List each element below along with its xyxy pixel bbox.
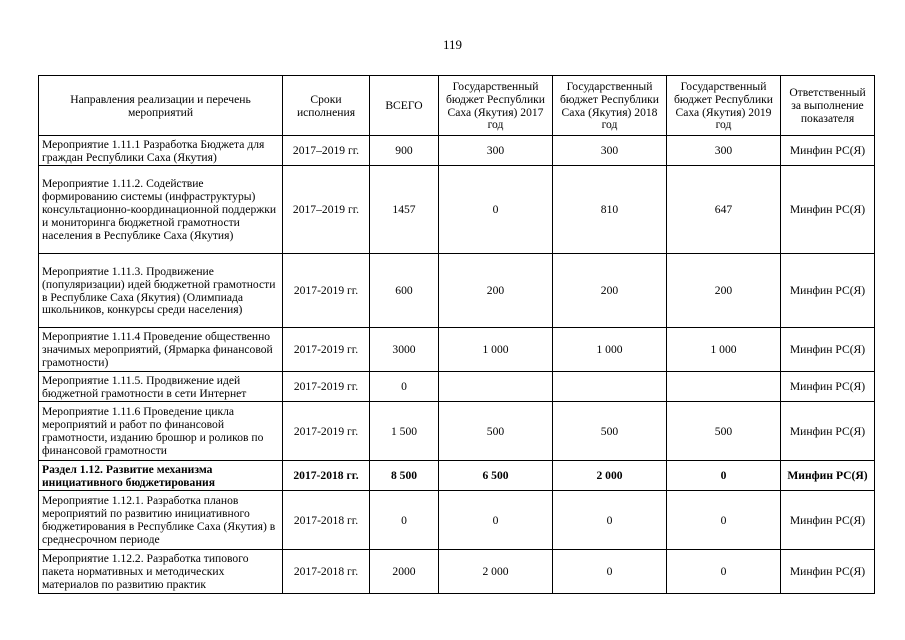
- cell-responsible: Минфин РС(Я): [781, 166, 875, 254]
- table-row: [39, 550, 875, 594]
- table-row: [39, 136, 875, 166]
- cell-activity: Мероприятие 1.11.5. Продвижение идей бюджетной грамотности в сети Интернет: [39, 372, 283, 402]
- table-row: [39, 491, 875, 550]
- cell-budget-2019: 300: [667, 136, 781, 166]
- cell-responsible: Минфин РС(Я): [781, 328, 875, 372]
- header-total: ВСЕГО: [370, 76, 439, 136]
- cell-activity: Мероприятие 1.12.2. Разработка типового пакета нормативных и методических материалов по развитию практик: [39, 550, 283, 594]
- cell-period: 2017–2019 гг.: [283, 136, 370, 166]
- cell-activity: Мероприятие 1.11.1 Разработка Бюджета для граждан Республики Саха (Якутия): [39, 136, 283, 166]
- cell-responsible: Минфин РС(Я): [781, 402, 875, 461]
- cell-total: 0: [370, 372, 439, 402]
- cell-total: 2000: [370, 550, 439, 594]
- cell-total: 900: [370, 136, 439, 166]
- header-budget-2017: Государственный бюджет Республики Саха (Якутия) 2017 год: [439, 76, 553, 136]
- cell-responsible: Минфин РС(Я): [781, 550, 875, 594]
- cell-budget-2018: 200: [553, 254, 667, 328]
- cell-total: 600: [370, 254, 439, 328]
- cell-budget-2017: 500: [439, 402, 553, 461]
- cell-budget-2018: [553, 372, 667, 402]
- cell-budget-2017: 6 500: [439, 461, 553, 491]
- cell-period: 2017-2019 гг.: [283, 372, 370, 402]
- cell-budget-2017: 2 000: [439, 550, 553, 594]
- cell-activity: Мероприятие 1.11.3. Продвижение (популяризации) идей бюджетной грамотности в Республике Саха (Якутия) (Олимпиада школьников, конкурсы среди населения): [39, 254, 283, 328]
- header-activity: Направления реализации и перечень мероприятий: [39, 76, 283, 136]
- table-row: [39, 372, 875, 402]
- cell-budget-2018: 300: [553, 136, 667, 166]
- table-row: [39, 328, 875, 372]
- page-number: 119: [442, 37, 463, 52]
- cell-activity: Мероприятие 1.11.4 Проведение общественно значимых мероприятий, (Ярмарка финансовой грамотности): [39, 328, 283, 372]
- cell-budget-2019: 0: [667, 550, 781, 594]
- table-header-row: [39, 76, 875, 136]
- cell-responsible: Минфин РС(Я): [781, 461, 875, 491]
- cell-budget-2017: 300: [439, 136, 553, 166]
- cell-responsible: Минфин РС(Я): [781, 136, 875, 166]
- cell-total: 3000: [370, 328, 439, 372]
- cell-budget-2019: [667, 372, 781, 402]
- cell-period: 2017–2019 гг.: [283, 166, 370, 254]
- cell-budget-2017: 0: [439, 491, 553, 550]
- cell-period: 2017-2019 гг.: [283, 402, 370, 461]
- cell-responsible: Минфин РС(Я): [781, 491, 875, 550]
- cell-total: 0: [370, 491, 439, 550]
- cell-activity: Мероприятие 1.11.2. Содействие формированию системы (инфраструктуры) консультационно-координационной поддержки и мониторинга бюджетной грамотности населения в Республике Саха (Якутия): [39, 166, 283, 254]
- header-responsible: Ответственный за выполнение показателя: [781, 76, 875, 136]
- section-row: [39, 461, 875, 491]
- cell-activity: Мероприятие 1.11.6 Проведение цикла мероприятий и работ по финансовой грамотности, изданию брошюр и роликов по финансовой грамотности: [39, 402, 283, 461]
- cell-period: 2017-2019 гг.: [283, 328, 370, 372]
- table-row: [39, 402, 875, 461]
- cell-total: 8 500: [370, 461, 439, 491]
- cell-total: 1 500: [370, 402, 439, 461]
- cell-period: 2017-2018 гг.: [283, 550, 370, 594]
- cell-budget-2019: 647: [667, 166, 781, 254]
- table-body: [39, 136, 875, 594]
- cell-budget-2017: [439, 372, 553, 402]
- cell-period: 2017-2019 гг.: [283, 254, 370, 328]
- cell-budget-2019: 0: [667, 461, 781, 491]
- cell-budget-2019: 200: [667, 254, 781, 328]
- cell-budget-2019: 500: [667, 402, 781, 461]
- cell-budget-2018: 1 000: [553, 328, 667, 372]
- cell-activity: Раздел 1.12. Развитие механизма инициативного бюджетирования: [39, 461, 283, 491]
- cell-budget-2018: 0: [553, 491, 667, 550]
- cell-budget-2017: 200: [439, 254, 553, 328]
- cell-budget-2019: 0: [667, 491, 781, 550]
- cell-total: 1457: [370, 166, 439, 254]
- cell-budget-2019: 1 000: [667, 328, 781, 372]
- cell-budget-2017: 0: [439, 166, 553, 254]
- budget-table: [38, 75, 875, 594]
- cell-budget-2017: 1 000: [439, 328, 553, 372]
- cell-budget-2018: 500: [553, 402, 667, 461]
- header-period: Сроки исполнения: [283, 76, 370, 136]
- cell-activity: Мероприятие 1.12.1. Разработка планов мероприятий по развитию инициативного бюджетирования в Республике Саха (Якутия) в среднесрочном периоде: [39, 491, 283, 550]
- header-budget-2018: Государственный бюджет Республики Саха (Якутия) 2018 год: [553, 76, 667, 136]
- table-row: [39, 166, 875, 254]
- header-budget-2019: Государственный бюджет Республики Саха (Якутия) 2019 год: [667, 76, 781, 136]
- cell-budget-2018: 810: [553, 166, 667, 254]
- cell-period: 2017-2018 гг.: [283, 491, 370, 550]
- cell-budget-2018: 2 000: [553, 461, 667, 491]
- cell-responsible: Минфин РС(Я): [781, 372, 875, 402]
- cell-responsible: Минфин РС(Я): [781, 254, 875, 328]
- table-row: [39, 254, 875, 328]
- cell-budget-2018: 0: [553, 550, 667, 594]
- cell-period: 2017-2018 гг.: [283, 461, 370, 491]
